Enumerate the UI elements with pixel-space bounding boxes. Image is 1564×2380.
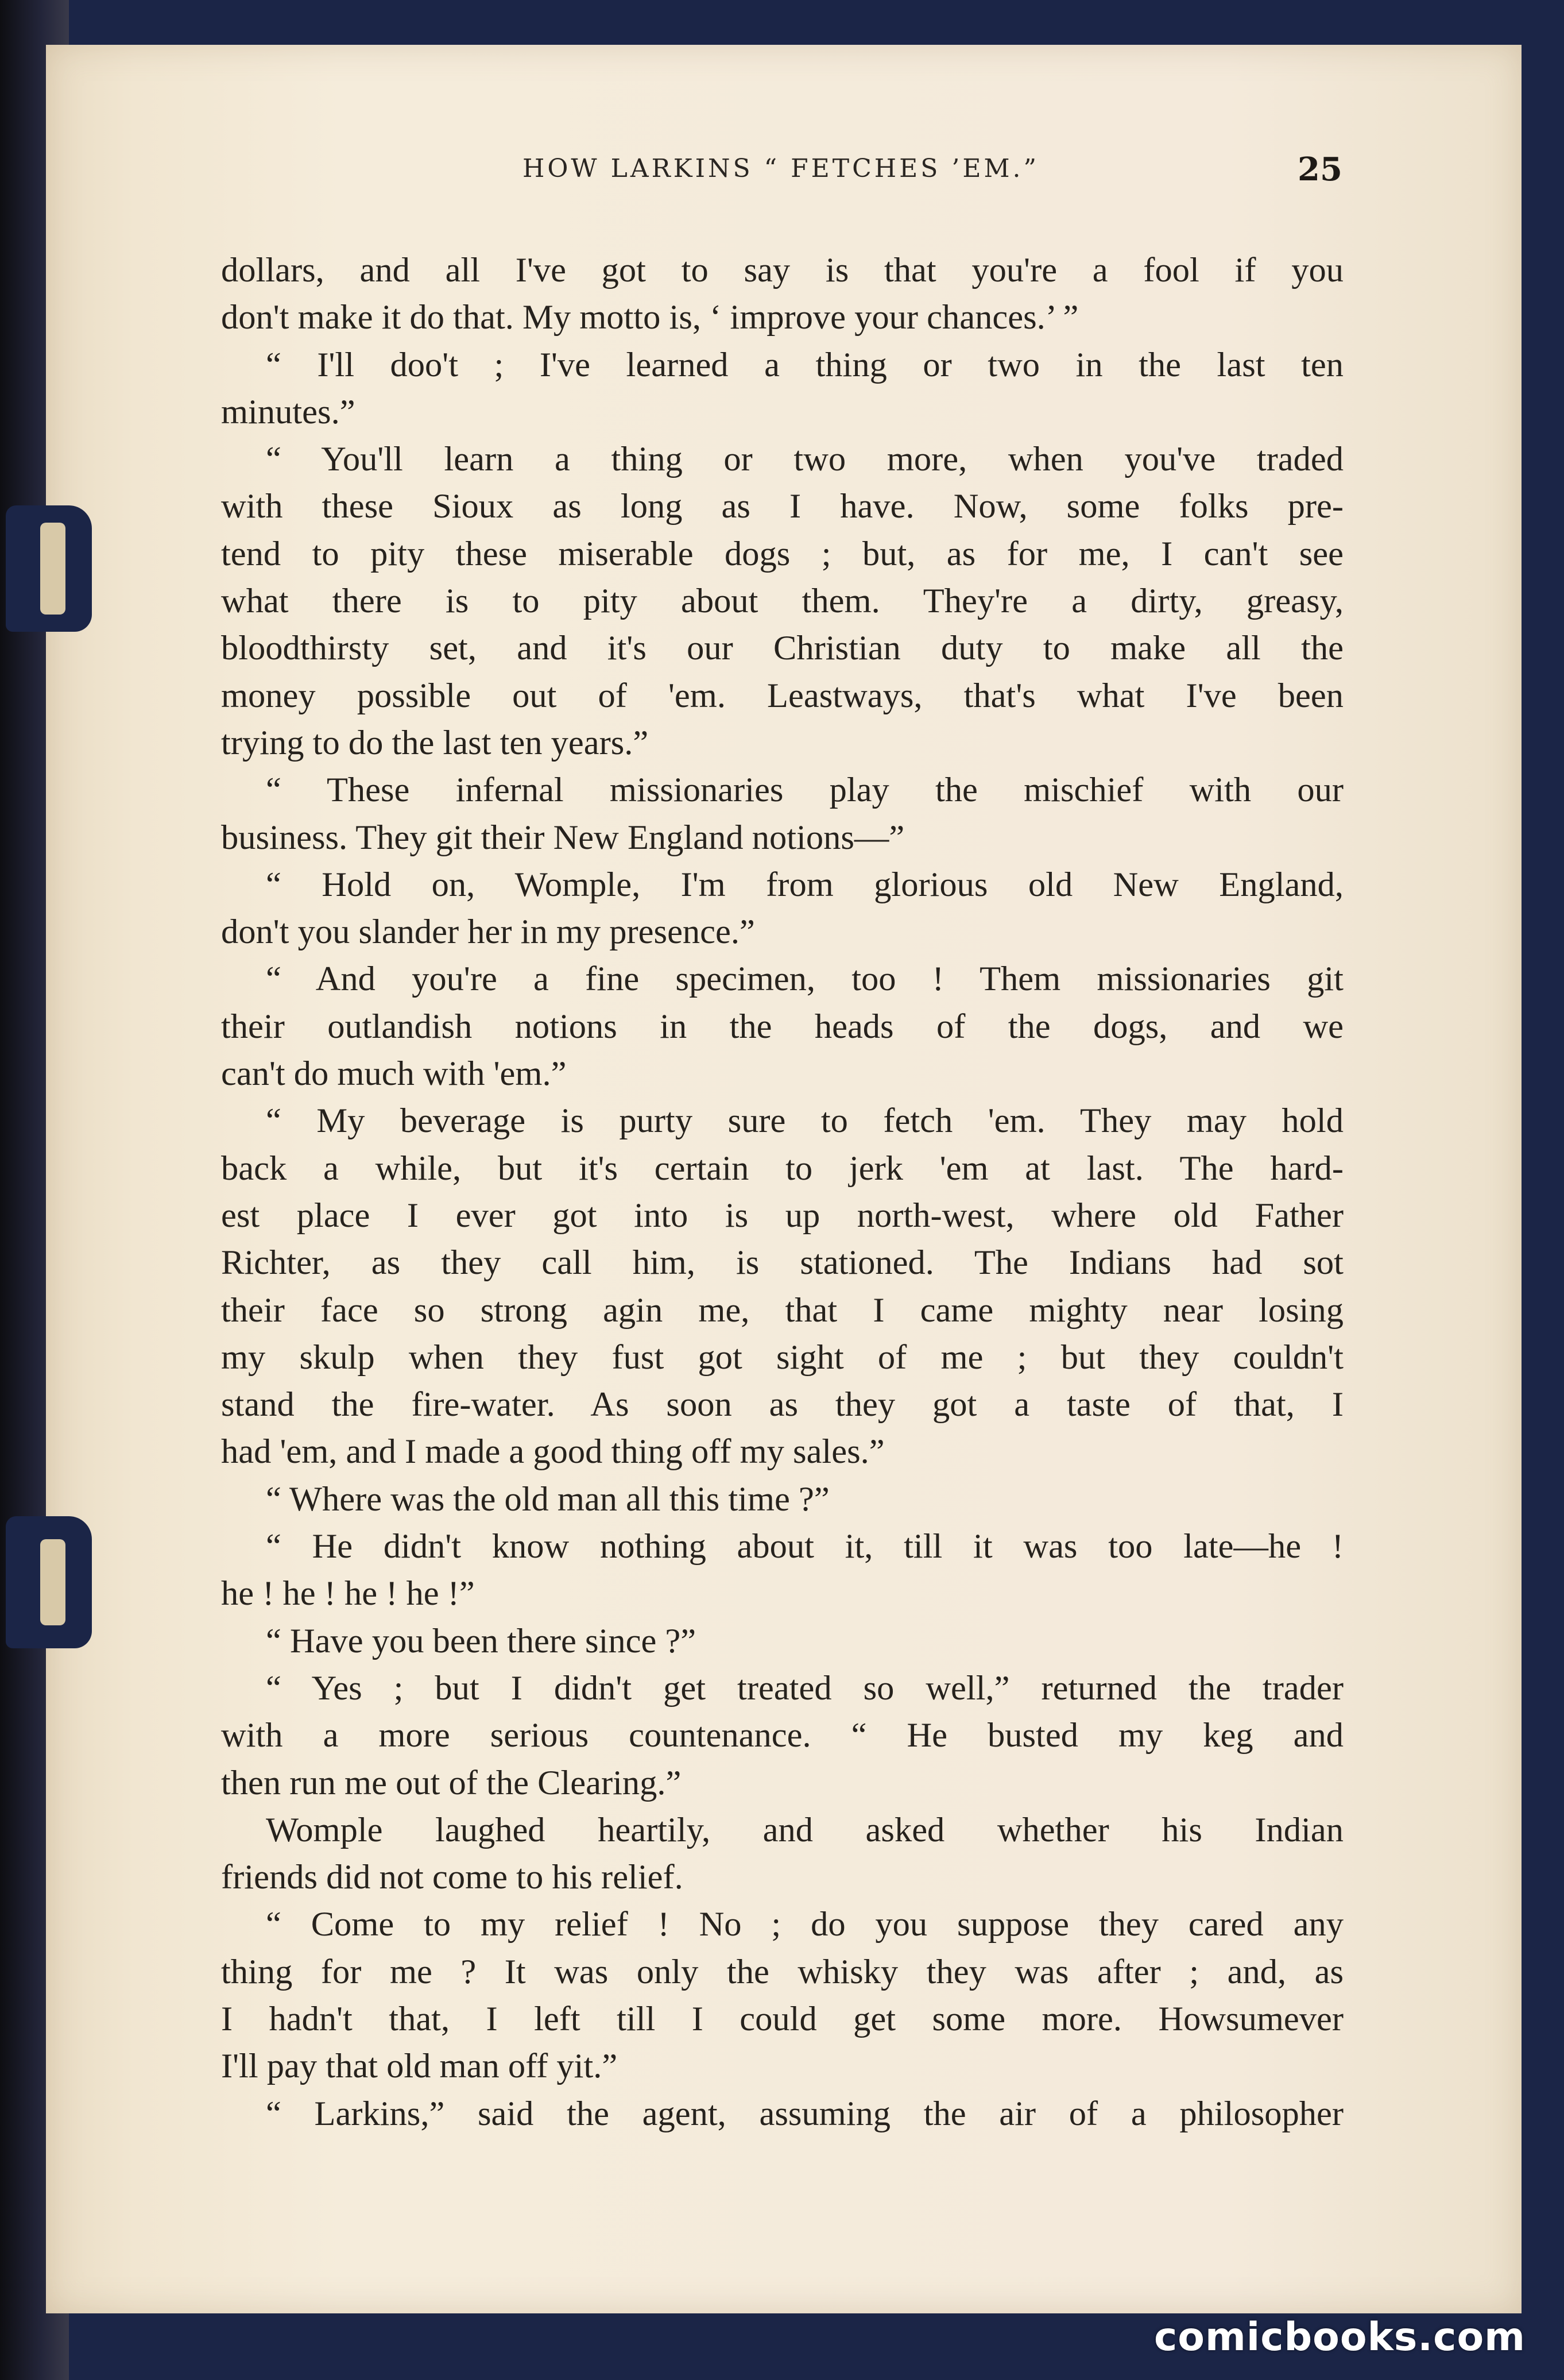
binding-tear-paper	[40, 1539, 65, 1625]
binding-tear	[6, 1516, 92, 1648]
text-line: their outlandish notions in the heads of the dogs, and we	[221, 1007, 1344, 1046]
text-line: bloodthirsty set, and it's our Christian duty to make all the	[221, 629, 1344, 668]
text-line: my skulp when they fust got sight of me ; but they couldn't	[221, 1338, 1344, 1377]
text-line: est place I ever got into is up north-west, where old Father	[221, 1196, 1344, 1235]
text-line: Richter, as they call him, is stationed. The Indians had sot	[221, 1243, 1344, 1282]
text-line: with these Sioux as long as I have. Now, some folks pre-	[221, 487, 1344, 526]
text-line: with a more serious countenance. “ He busted my keg and	[221, 1716, 1344, 1755]
text-line: “ Yes ; but I didn't get treated so well,” returned the trader	[266, 1668, 1344, 1707]
text-line: back a while, but it's certain to jerk 'em at last. The hard-	[221, 1149, 1344, 1188]
binding-tear	[6, 505, 92, 632]
page-number: 25	[1298, 150, 1342, 188]
binding-tear-paper	[40, 523, 65, 615]
text-line: minutes.”	[221, 392, 355, 431]
text-line: thing for me ? It was only the whisky they was after ; and, as	[221, 1952, 1344, 1991]
text-line: their face so strong agin me, that I came mighty near losing	[221, 1291, 1344, 1330]
text-line: “ Larkins,” said the agent, assuming the air of a philosopher	[266, 2094, 1344, 2133]
text-line: then run me out of the Clearing.”	[221, 1763, 682, 1802]
body-text	[221, 247, 1344, 2138]
text-line: “ Have you been there since ?”	[266, 1621, 696, 1660]
text-line: can't do much with 'em.”	[221, 1054, 567, 1094]
text-line: “ And you're a fine specimen, too ! Them missionaries git	[266, 960, 1344, 999]
text-line: dollars, and all I've got to say is that you're a fool if you	[221, 251, 1344, 289]
text-line: “ I'll doo't ; I've learned a thing or two in the last ten	[266, 345, 1344, 384]
text-line: he ! he ! he ! he !”	[221, 1574, 475, 1613]
text-line: Womple laughed heartily, and asked whether his Indian	[266, 1810, 1344, 1849]
text-line: “ Where was the old man all this time ?”	[266, 1479, 830, 1519]
text-line: tend to pity these miserable dogs ; but, as for me, I can't see	[221, 534, 1344, 573]
text-line: “ He didn't know nothing about it, till it was too late—he !	[266, 1527, 1344, 1566]
text-line: business. They git their New England notions—”	[221, 818, 905, 857]
text-line: what there is to pity about them. They're a dirty, greasy,	[221, 582, 1344, 621]
text-line: “ You'll learn a thing or two more, when you've traded	[266, 440, 1344, 479]
text-line: trying to do the last ten years.”	[221, 723, 649, 762]
watermark: comicbooks.com	[1154, 2315, 1526, 2360]
text-line: I'll pay that old man off yit.”	[221, 2047, 618, 2086]
text-line: I hadn't that, I left till I could get some more. Howsumever	[221, 1999, 1344, 2038]
text-line: friends did not come to his relief.	[221, 1858, 683, 1897]
text-line: don't you slander her in my presence.”	[221, 913, 755, 952]
text-line: had 'em, and I made a good thing off my sales.”	[221, 1432, 885, 1471]
text-line: “ My beverage is purty sure to fetch 'em. They may hold	[266, 1102, 1344, 1141]
text-line: stand the fire-water. As soon as they got a taste of that, I	[221, 1385, 1344, 1424]
text-line: “ Come to my relief ! No ; do you suppose they cared any	[266, 1905, 1344, 1944]
text-line: money possible out of 'em. Leastways, that's what I've been	[221, 676, 1344, 715]
text-line: “ These infernal missionaries play the mischief with our	[266, 771, 1344, 810]
running-head: HOW LARKINS “ FETCHES ’EM.”	[522, 154, 1040, 183]
text-line: “ Hold on, Womple, I'm from glorious old New England,	[266, 865, 1344, 904]
text-line: don't make it do that. My motto is, ‘ improve your chances.’ ”	[221, 298, 1079, 337]
